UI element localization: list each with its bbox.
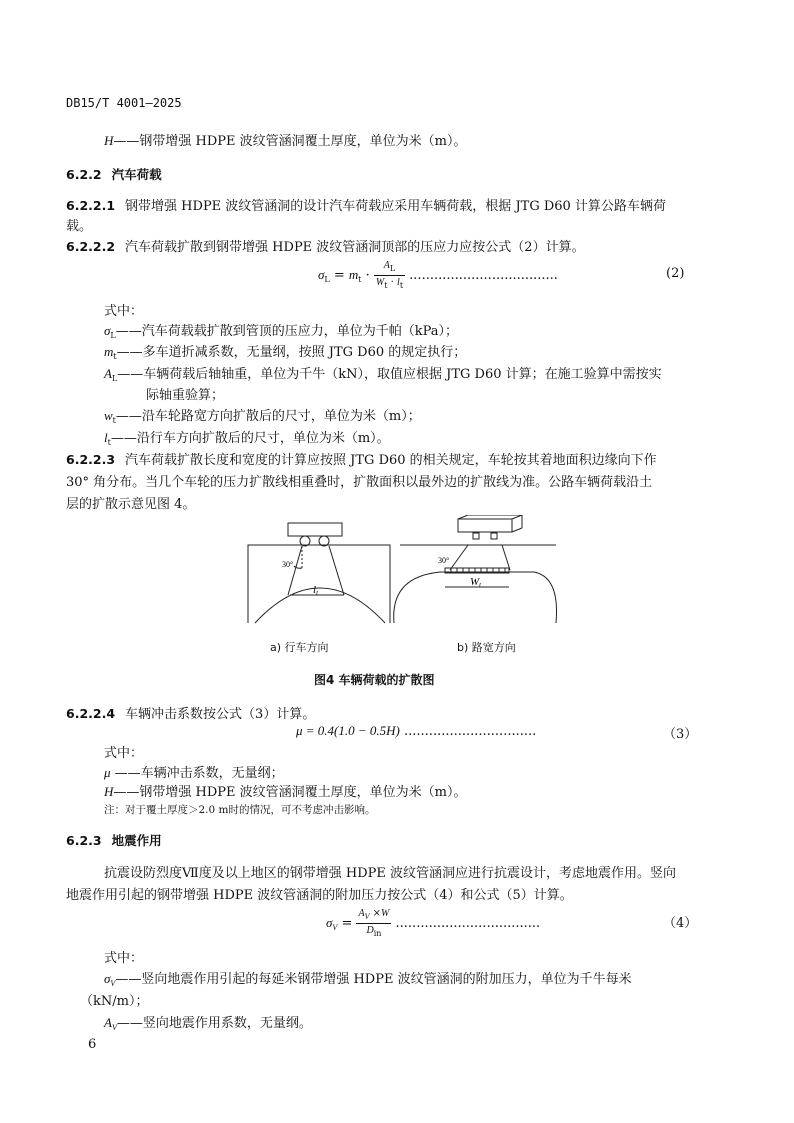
- figure-4a-drawing: [248, 523, 390, 623]
- page-number: 6: [88, 1037, 97, 1052]
- label-l-t: lt: [313, 584, 319, 597]
- formula-2-number: (2): [666, 266, 685, 281]
- def-sigma-l: $\sigma_L——$汽车荷载载扩散到管顶的压应力，单位为千帕（kPa）；: [104, 323, 459, 340]
- para-6-2-2-3-line3: 层的扩散示意见图 4。: [66, 497, 196, 512]
- para-6-2-2-2: 6.2.2.2 汽车荷载扩散到钢带增强 HDPE 波纹管涵洞顶部的压应力应按公式（2）计算。: [66, 239, 585, 255]
- para-6-2-2-4: 6.2.2.4 车辆冲击系数按公式（3）计算。: [66, 706, 316, 722]
- def-a-l-cont: 际轴重验算；: [146, 388, 225, 403]
- label-w-t: Wt: [470, 576, 482, 589]
- para-6-2-2-3: 6.2.2.3 汽车荷载扩散长度和宽度的计算应按照 JTG D60 的相关规定，车轮按其着地面积边缘向下作: [66, 452, 657, 468]
- para-6-2-2-1: 6.2.2.1 钢带增强 HDPE 波纹管涵洞的设计汽车荷载应采用车辆荷载，根据 JTG D60 计算公路车辆荷: [66, 198, 666, 214]
- angle-label-b: 30°: [438, 556, 450, 565]
- figure-4b-label: b) 路宽方向: [457, 641, 516, 654]
- figure-4-caption: 图4 车辆荷载的扩散图: [314, 673, 435, 687]
- figure-4b-drawing: [394, 515, 557, 623]
- formula-2: $\sigma_L = m_t$ · $\frac{A_L}{W_t \cdot l_t}$ ....................................: [318, 260, 558, 290]
- where-label-1: 式中：: [104, 304, 144, 319]
- def-h: H——钢带增强 HDPE 波纹管涵洞覆土厚度，单位为米（m）。: [104, 784, 467, 800]
- formula-3: μ = 0.4(1.0 − 0.5H) ................................: [296, 723, 537, 739]
- def-mu: μ ——车辆冲击系数，无量纲；: [104, 765, 284, 781]
- section-6-2-3: 6.2.3 地震作用: [66, 833, 162, 848]
- where-label-3: 式中：: [104, 951, 144, 966]
- section-6-2-2: 6.2.2 汽车荷载: [66, 167, 162, 182]
- def-h-top: H——钢带增强 HDPE 波纹管涵洞覆土厚度，单位为米（m）。: [104, 133, 467, 149]
- para-6-2-3-line2: 地震作用引起的钢带增强 HDPE 波纹管涵洞的附加压力按公式（4）和公式（5）计算。: [66, 888, 573, 903]
- doc-header: DB15/T 4001—2025: [66, 96, 182, 110]
- def-sigma-v: $\sigma_V——$竖向地震作用引起的每延米钢带增强 HDPE 波纹管涵洞的附加压力，单位为千牛每米: [104, 971, 632, 988]
- formula-3-number: （3）: [663, 727, 698, 742]
- para-6-2-3-line1: 抗震设防烈度Ⅶ度及以上地区的钢带增强 HDPE 波纹管涵洞应进行抗震设计，考虑地震作用。竖向: [104, 866, 677, 881]
- def-a-l: $A_L——$车辆荷载后轴轴重，单位为千牛（kN），取值应根据 JTG D60 计算；在施工验算中需按实: [104, 366, 662, 383]
- def-w-t: $w_t——$沿车轮路宽方向扩散后的尺寸，单位为米（m）；: [104, 408, 421, 425]
- figure-4-diagram: [240, 515, 570, 625]
- angle-label-a: 30°: [282, 560, 294, 569]
- def-a-v: $A_V——$竖向地震作用系数，无量纲。: [104, 1015, 312, 1032]
- figure-4a-label: a) 行车方向: [270, 641, 329, 654]
- formula-4: $\sigma_V$ = $\frac{A_V \times W}{D_{in}}$ ...................................: [326, 908, 541, 938]
- note-impact: 注：对于覆土厚度＞2.0 m时的情况，可不考虑冲击影响。: [104, 804, 376, 816]
- def-sigma-v-cont: （kN/m）；: [80, 994, 149, 1009]
- para-6-2-2-1-cont: 载。: [66, 219, 93, 234]
- def-m-t: $m_t——$多车道折减系数，无量纲，按照 JTG D60 的规定执行；: [104, 344, 467, 361]
- def-l-t: $l_t——$沿行车方向扩散后的尺寸，单位为米（m）。: [104, 430, 390, 447]
- para-6-2-2-3-line2: 30° 角分布。当几个车轮的压力扩散线相重叠时，扩散面积以最外边的扩散线为准。公路车辆荷载沿土: [66, 475, 653, 490]
- formula-4-number: （4）: [663, 916, 698, 931]
- where-label-2: 式中：: [104, 746, 144, 761]
